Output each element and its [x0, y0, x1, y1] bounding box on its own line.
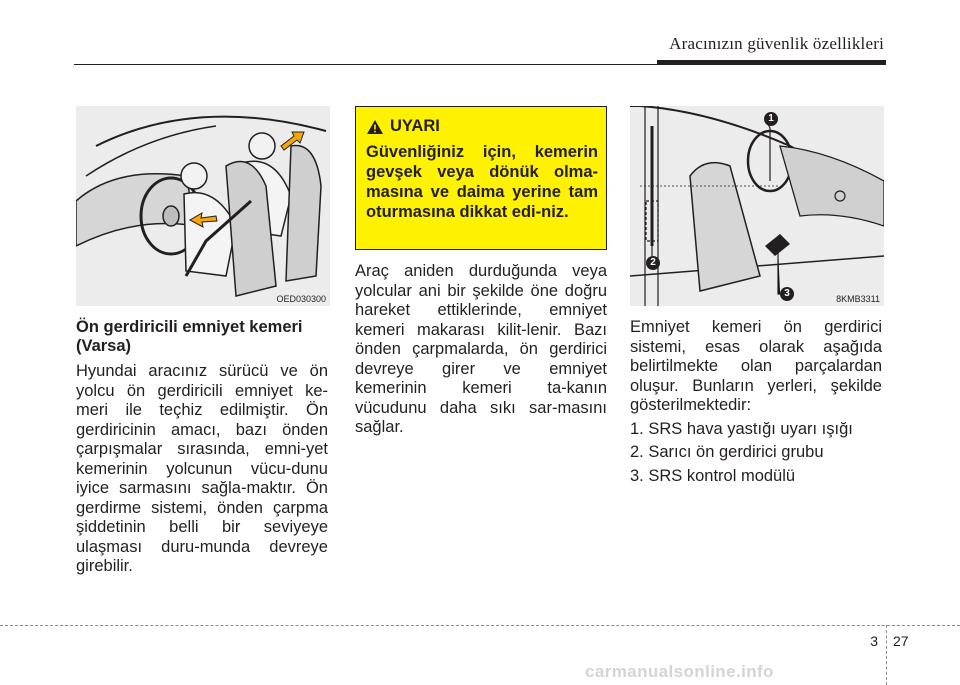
footer-divider: [886, 625, 887, 685]
body-paragraph: Hyundai aracınız sürücü ve ön yolcu ön gerdiricili emniyet ke-meri ile teçhiz edilmiştir. Ön gerdiricinin amacı, bazı önden çarpışmalar sırasında, emni-yet kemerinin yolcunun vücu-dunu iyice sarmasını sağla-maktır. Ön gerdirme sistemi, önden çarpma şiddetinin belli bir seviyeye ulaşması duru-munda devreye girebilir.: [76, 362, 328, 575]
column-1: [76, 106, 328, 577]
header-title: Aracınızın güvenlik özellikleri: [669, 34, 884, 53]
pretensioner-location-illustration: [630, 106, 884, 306]
footer-rule: [0, 625, 960, 626]
warning-box: [355, 106, 607, 250]
list-item: 2. Sarıcı ön gerdirici grubu: [630, 443, 824, 461]
component-list: [630, 420, 882, 487]
warning-header: [366, 117, 598, 136]
watermark: carmanualsonline.info: [585, 662, 774, 681]
body-paragraph: Emniyet kemeri ön gerdirici sistemi, esas olarak aşağıda belirtilmekte olan parçalardan oluşur. Bunların yerleri, şekilde gösterilmektedir:: [630, 318, 882, 414]
list-item: 1. SRS hava yastığı uyarı ışığı: [630, 419, 853, 438]
callout-2: 2: [646, 256, 660, 270]
car-interior-drawing: [76, 106, 330, 306]
chapter-number: 3: [870, 633, 878, 649]
header-rule-accent: [657, 60, 886, 65]
pretensioner-illustration: [76, 106, 330, 306]
callout-3: 3: [780, 287, 794, 301]
page-number: 27: [893, 633, 909, 649]
section-heading: Ön gerdiricili emniyet kemeri (Varsa): [76, 318, 303, 355]
list-item: 3. SRS kontrol modülü: [630, 466, 796, 485]
warning-text: Güvenliğiniz için, kemerin gevşek veya dönük olma-masına ve daima yerine tam oturmasına dikkat edi-niz.: [366, 143, 598, 221]
column-3: [630, 106, 882, 490]
column-2: [355, 106, 607, 438]
figure-code: OED030300: [276, 294, 326, 304]
figure-code: 8KMB3311: [836, 294, 880, 304]
warning-triangle-icon: [366, 119, 384, 135]
callout-1: 1: [764, 112, 778, 126]
body-paragraph: Araç aniden durduğunda veya yolcular ani bir şekilde öne doğru hareket ettiklerinde, emniyet kemeri makarası kilit-lenir. Bazı önden çarpmalarda, ön gerdirici devreye girer ve emniyet kemerinin kemeri ta-kanın vücudunu daha sıkı sar-masını sağlar.: [355, 262, 607, 436]
car-cabin-drawing: [630, 106, 884, 306]
warning-title: UYARI: [390, 117, 440, 135]
